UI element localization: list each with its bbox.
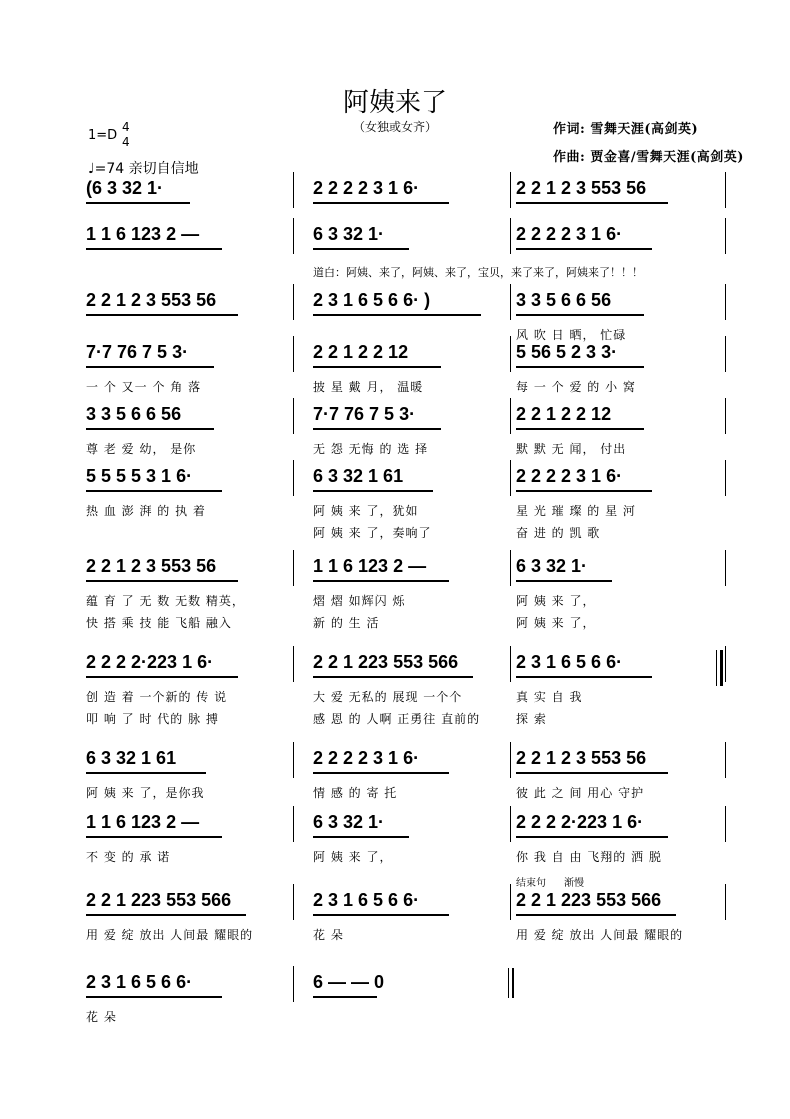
time-bottom: 4 bbox=[122, 135, 130, 149]
final-barline bbox=[512, 968, 514, 998]
final-barline bbox=[508, 968, 509, 998]
bar-line-end bbox=[725, 284, 726, 320]
lyric-text: 风 吹 日 晒， 忙碌 bbox=[516, 328, 627, 342]
lyric-text: 阿 姨 来 了，犹如 bbox=[313, 504, 419, 518]
song-subtitle: （女独或女齐） bbox=[352, 120, 437, 134]
measure-notes: 2 3 1 6 5 6 6· bbox=[313, 890, 420, 910]
beam-line bbox=[313, 996, 377, 998]
beam-line bbox=[86, 996, 222, 998]
beam-line bbox=[313, 314, 481, 316]
bar-line bbox=[510, 550, 511, 586]
measure-notes: (6 3 32 1· bbox=[86, 178, 164, 198]
bar-line bbox=[510, 398, 511, 434]
beam-line bbox=[313, 772, 449, 774]
lyric-text: 奋 进 的 凯 歌 bbox=[516, 526, 601, 540]
beam-line bbox=[86, 914, 246, 916]
measure-notes: 2 2 1 2 2 12 bbox=[313, 342, 409, 362]
beam-line bbox=[313, 366, 441, 368]
bar-line-end bbox=[725, 806, 726, 842]
bar-line bbox=[510, 884, 511, 920]
bar-line-end bbox=[725, 550, 726, 586]
beam-line bbox=[86, 248, 222, 250]
measure-notes: 6 3 32 1· bbox=[516, 556, 588, 576]
measure-notes: 6 3 32 1 61 bbox=[86, 748, 177, 768]
measure-notes: 2 2 1 2 3 553 56 bbox=[86, 290, 217, 310]
lyric-text: 花 朵 bbox=[86, 1010, 117, 1024]
lyric-text: 无 怨 无悔 的 选 择 bbox=[313, 442, 429, 456]
bar-line bbox=[293, 336, 294, 372]
bar-line bbox=[510, 218, 511, 254]
measure-notes: 2 2 2 2 3 1 6· bbox=[516, 224, 623, 244]
lyric-text: 阿 姨 来 了， bbox=[313, 850, 393, 864]
bar-line-end bbox=[725, 218, 726, 254]
bar-line-end bbox=[725, 460, 726, 496]
measure-notes: 2 2 1 2 3 553 56 bbox=[86, 556, 217, 576]
bar-line bbox=[510, 806, 511, 842]
bar-line bbox=[293, 398, 294, 434]
lyric-text: 尊 老 爱 幼， 是你 bbox=[86, 442, 197, 456]
measure-notes: 1 1 6 123 2 — bbox=[86, 812, 200, 832]
beam-line bbox=[86, 580, 238, 582]
beam-line bbox=[86, 490, 222, 492]
time-top: 4 bbox=[122, 120, 130, 134]
bar-line bbox=[510, 336, 511, 372]
measure-notes: 1 1 6 123 2 — bbox=[313, 556, 427, 576]
bar-line-end bbox=[725, 742, 726, 778]
beam-line bbox=[516, 836, 668, 838]
beam-line bbox=[86, 314, 238, 316]
lyric-text: 每 一 个 爱 的 小 窝 bbox=[516, 380, 636, 394]
bar-line bbox=[510, 742, 511, 778]
lyric-text: 叩 响 了 时 代的 脉 搏 bbox=[86, 712, 219, 726]
lyric-text: 阿 姨 来 了，是你我 bbox=[86, 786, 205, 800]
lyric-text: 探 索 bbox=[516, 712, 547, 726]
lyric-text: 情 感 的 寄 托 bbox=[313, 786, 398, 800]
measure-notes: 2 3 1 6 5 6 6· bbox=[516, 652, 623, 672]
measure-notes: 2 2 1 223 553 566 bbox=[516, 890, 662, 910]
measure-notes: 5 56 5 2 3 3· bbox=[516, 342, 618, 362]
bar-line-end bbox=[725, 398, 726, 434]
beam-line bbox=[86, 202, 190, 204]
bar-line bbox=[293, 806, 294, 842]
lyric-text: 熠 熠 如辉闪 烁 bbox=[313, 594, 406, 608]
lyric-text: 花 朵 bbox=[313, 928, 344, 942]
bar-line-end bbox=[725, 646, 726, 682]
measure-notes: 3 3 5 6 6 56 bbox=[516, 290, 612, 310]
measure-notes: 6 3 32 1· bbox=[313, 224, 385, 244]
lyric-text: 用 爱 绽 放出 人间最 耀眼的 bbox=[516, 928, 684, 942]
beam-line bbox=[86, 836, 222, 838]
beam-line bbox=[313, 580, 449, 582]
lyric-text: 彼 此 之 间 用心 守护 bbox=[516, 786, 645, 800]
beam-line bbox=[313, 490, 433, 492]
measure-notes: 2 3 1 6 5 6 6· ) bbox=[313, 290, 431, 310]
bar-line bbox=[510, 172, 511, 208]
measure-notes: 2 2 2 2 3 1 6· bbox=[313, 178, 420, 198]
lyric-text: 感 恩 的 人啊 正勇往 直前的 bbox=[313, 712, 481, 726]
lyric-text: 阿 姨 来 了， bbox=[516, 616, 596, 630]
bar-line bbox=[293, 550, 294, 586]
beam-line bbox=[516, 428, 644, 430]
beam-line bbox=[313, 248, 409, 250]
beam-line bbox=[86, 676, 238, 678]
lyric-text: 一 个 又一 个 角 落 bbox=[86, 380, 202, 394]
beam-line bbox=[86, 428, 214, 430]
spoken-dialog: 道白：阿姨、来了，阿姨、来了，宝贝，来了来了，阿姨来了！！！ bbox=[313, 266, 643, 279]
key-signature: 1=D bbox=[88, 128, 118, 143]
lyric-text: 星 光 璀 璨 的 星 河 bbox=[516, 504, 636, 518]
beam-line bbox=[313, 676, 473, 678]
performance-annotation: 渐慢 bbox=[564, 878, 584, 889]
repeat-barline bbox=[716, 650, 717, 686]
lyricist-credit: 作词: 雪舞天涯(高剑英) bbox=[553, 122, 699, 137]
beam-line bbox=[313, 836, 409, 838]
bar-line bbox=[293, 284, 294, 320]
bar-line-end bbox=[725, 336, 726, 372]
measure-notes: 2 2 2 2 3 1 6· bbox=[516, 466, 623, 486]
bar-line bbox=[293, 460, 294, 496]
lyric-text: 大 爱 无私的 展现 一个个 bbox=[313, 690, 463, 704]
measure-notes: 1 1 6 123 2 — bbox=[86, 224, 200, 244]
measure-notes: 2 2 1 2 3 553 56 bbox=[516, 178, 647, 198]
bar-line bbox=[293, 218, 294, 254]
lyric-text: 真 实 自 我 bbox=[516, 690, 583, 704]
measure-notes: 7·7 76 7 5 3· bbox=[313, 404, 416, 424]
lyric-text: 创 造 着 一个新的 传 说 bbox=[86, 690, 228, 704]
measure-notes: 2 2 2 2·223 1 6· bbox=[516, 812, 644, 832]
lyric-text: 默 默 无 闻， 付出 bbox=[516, 442, 627, 456]
song-title: 阿姨来了 bbox=[342, 88, 447, 118]
lyric-text: 阿 姨 来 了， bbox=[516, 594, 596, 608]
bar-line bbox=[510, 284, 511, 320]
bar-line-end bbox=[725, 172, 726, 208]
lyric-text: 你 我 自 由 飞翔的 洒 脱 bbox=[516, 850, 662, 864]
bar-line bbox=[293, 966, 294, 1002]
beam-line bbox=[516, 580, 612, 582]
beam-line bbox=[516, 202, 668, 204]
performance-annotation: 结束句 bbox=[516, 878, 546, 889]
lyric-text: 阿 姨 来 了，奏响了 bbox=[313, 526, 432, 540]
measure-notes: 2 2 1 2 2 12 bbox=[516, 404, 612, 424]
measure-notes: 2 3 1 6 5 6 6· bbox=[86, 972, 193, 992]
bar-line bbox=[293, 172, 294, 208]
bar-line bbox=[293, 884, 294, 920]
composer-credit: 作曲: 贾金喜/雪舞天涯(高剑英) bbox=[553, 150, 744, 165]
measure-notes: 5 5 5 5 3 1 6· bbox=[86, 466, 193, 486]
measure-notes: 6 — — 0 bbox=[313, 972, 385, 992]
measure-notes: 2 2 2 2 3 1 6· bbox=[313, 748, 420, 768]
bar-line bbox=[293, 646, 294, 682]
measure-notes: 2 2 1 223 553 566 bbox=[313, 652, 459, 672]
time-signature bbox=[122, 120, 130, 150]
lyric-text: 披 星 戴 月， 温暖 bbox=[313, 380, 424, 394]
measure-notes: 7·7 76 7 5 3· bbox=[86, 342, 189, 362]
lyric-text: 蕴 育 了 无 数 无数 精英， bbox=[86, 594, 245, 608]
measure-notes: 2 2 1 2 3 553 56 bbox=[516, 748, 647, 768]
beam-line bbox=[313, 202, 449, 204]
beam-line bbox=[516, 676, 652, 678]
beam-line bbox=[516, 366, 644, 368]
beam-line bbox=[516, 490, 652, 492]
bar-line bbox=[293, 742, 294, 778]
repeat-barline bbox=[720, 650, 723, 686]
bar-line-end bbox=[725, 884, 726, 920]
measure-notes: 6 3 32 1 61 bbox=[313, 466, 404, 486]
beam-line bbox=[313, 914, 449, 916]
bar-line bbox=[510, 460, 511, 496]
lyric-text: 快 搭 乘 技 能 飞船 融入 bbox=[86, 616, 232, 630]
beam-line bbox=[86, 772, 206, 774]
lyric-text: 用 爱 绽 放出 人间最 耀眼的 bbox=[86, 928, 254, 942]
tempo-marking: ♩=74 亲切自信地 bbox=[88, 161, 199, 177]
lyric-text: 新 的 生 活 bbox=[313, 616, 380, 630]
lyric-text: 不 变 的 承 诺 bbox=[86, 850, 171, 864]
measure-notes: 3 3 5 6 6 56 bbox=[86, 404, 182, 424]
beam-line bbox=[516, 914, 676, 916]
measure-notes: 2 2 1 223 553 566 bbox=[86, 890, 232, 910]
beam-line bbox=[516, 314, 644, 316]
bar-line bbox=[510, 646, 511, 682]
measure-notes: 2 2 2 2·223 1 6· bbox=[86, 652, 214, 672]
beam-line bbox=[313, 428, 441, 430]
lyric-text: 热 血 澎 湃 的 执 着 bbox=[86, 504, 206, 518]
beam-line bbox=[516, 772, 668, 774]
beam-line bbox=[516, 248, 652, 250]
measure-notes: 6 3 32 1· bbox=[313, 812, 385, 832]
beam-line bbox=[86, 366, 214, 368]
